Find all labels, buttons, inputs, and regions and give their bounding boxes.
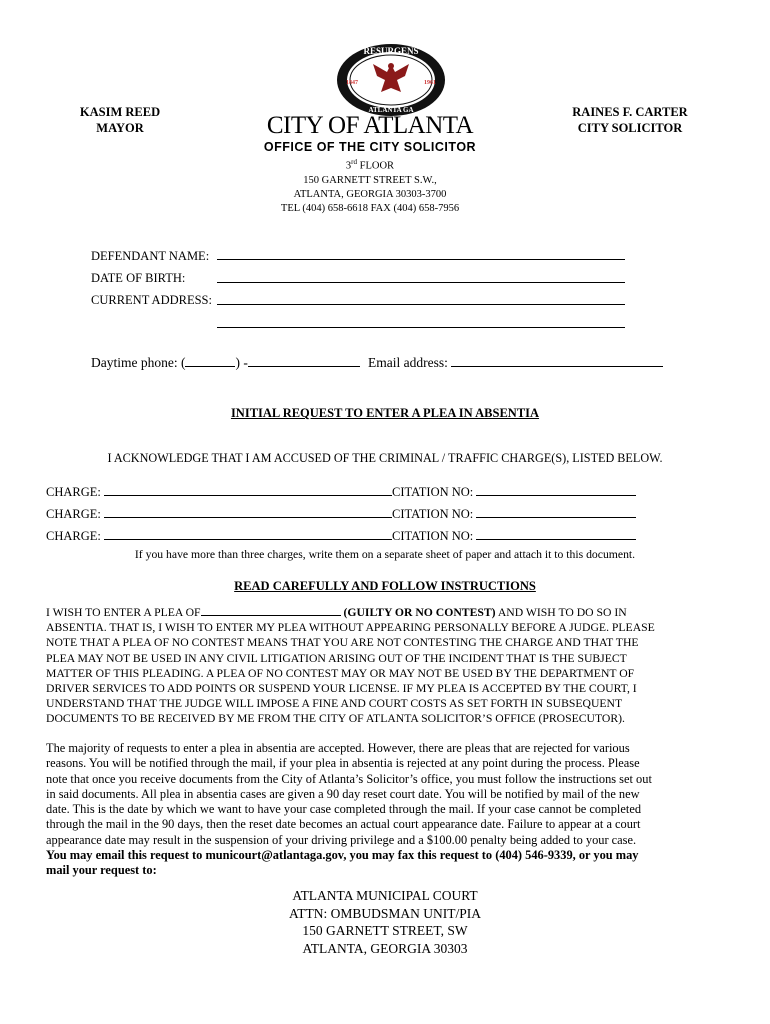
- submit-instructions-line: mail your request to:: [46, 863, 157, 878]
- seal-year-left: 1847: [346, 80, 358, 86]
- plea-line: NOTE THAT A PLEA OF NO CONTEST MEANS THAT YOU ARE NOT CONTESTING THE CHARGE AND THAT THE: [46, 636, 639, 650]
- form-title: INITIAL REQUEST TO ENTER A PLEA IN ABSENTIA: [230, 406, 540, 420]
- floor-word: FLOOR: [359, 160, 395, 172]
- citation-label: CITATION NO:: [392, 485, 474, 499]
- address-line-2[interactable]: [217, 327, 625, 328]
- plea-line: DRIVER SERVICES TO ADD POINTS OR SUSPEND YOUR LICENSE. IF MY PLEA IS ACCEPTED BY THE COURT, I: [46, 682, 637, 696]
- email-row: [368, 355, 663, 371]
- citation-line[interactable]: [476, 495, 636, 496]
- plea-line: DOCUMENTS TO BE RECEIVED BY ME FROM THE CITY OF ATLANTA SOLICITOR’S OFFICE (PROSECUTOR).: [46, 712, 625, 726]
- address-label: CURRENT ADDRESS:: [91, 293, 212, 307]
- tel-fax-line: TEL (404) 658-6618 FAX (404) 658-7956: [280, 202, 460, 214]
- office-title: OFFICE OF THE CITY SOLICITOR: [263, 140, 477, 154]
- defendant-name-line[interactable]: [217, 259, 625, 260]
- address-line: ATTN: OMBUDSMAN UNIT/PIA: [288, 905, 481, 921]
- plea-line: MATTER OF THIS PLEADING. A PLEA OF NO CONTEST MAY OR MAY NOT BE USED BY THE DEPARTMENT OF: [46, 666, 635, 680]
- info-line: through the mail in the 90 days, then the reset date becomes an actual court appearance date. Failure to appear at a court: [46, 817, 641, 832]
- address-line-1[interactable]: [217, 304, 625, 305]
- plea-start: I WISH TO ENTER A PLEA OF: [46, 606, 201, 619]
- mailing-address: [0, 887, 770, 957]
- charge-row: [46, 525, 636, 547]
- office-address: [200, 155, 540, 216]
- mayor-block: [60, 104, 180, 136]
- phone-number-line[interactable]: [248, 366, 360, 367]
- address-line: ATLANTA, GEORGIA 30303: [302, 940, 468, 956]
- charges-list: [46, 481, 636, 547]
- charge-line[interactable]: [104, 517, 392, 518]
- seal-text-top: RESURGENS: [363, 46, 419, 56]
- floor-superscript: rd: [351, 158, 358, 166]
- plea-rest: AND WISH TO DO SO IN: [497, 606, 627, 619]
- floor-number: 3: [345, 160, 352, 172]
- charge-label: CHARGE:: [46, 485, 101, 499]
- phone-row: [91, 355, 360, 371]
- info-line: note that once you receive documents from the City of Atlanta’s Solicitor’s office, you must follow the instructions set out: [46, 771, 652, 786]
- phone-label: Daytime phone: (: [91, 355, 186, 370]
- seal-year-right: 1961: [424, 80, 436, 86]
- solicitor-name: RAINES F. CARTER: [572, 105, 688, 119]
- charge-line[interactable]: [104, 495, 392, 496]
- defendant-name-label: DEFENDANT NAME:: [91, 249, 210, 263]
- plea-options: (GUILTY OR NO CONTEST): [343, 606, 496, 619]
- address-line: 150 GARNETT STREET, SW: [302, 923, 468, 938]
- plea-line: PLEA MAY NOT BE USED IN ANY CIVIL LITIGATION ARISING OUT OF THE INCIDENT THAT IS THE SUBJECT: [46, 651, 627, 665]
- info-line: The majority of requests to enter a plea in absentia are accepted. However, there are pleas that are rejected for various: [46, 741, 630, 755]
- plea-line: ABSENTIA. THAT IS, I WISH TO ENTER MY PLEA WITHOUT APPEARING PERSONALLY BEFORE A JUDGE. PLEASE: [46, 621, 655, 635]
- more-charges-note: If you have more than three charges, write them on a separate sheet of paper and attach it to this document.: [134, 548, 636, 561]
- city-seal-logo: [335, 42, 447, 118]
- charge-label: CHARGE:: [46, 507, 101, 521]
- email-label: Email address:: [368, 355, 448, 370]
- seal-text-bottom: ATLANTA GA: [368, 106, 414, 114]
- plea-paragraph: [46, 605, 746, 727]
- info-line: reasons. You will be notified through the mail, if your plea in absentia is rejected at any point during the process. Please: [46, 756, 640, 771]
- email-line[interactable]: [451, 366, 663, 367]
- charge-row: [46, 481, 636, 503]
- citation-line[interactable]: [476, 539, 636, 540]
- solicitor-title: CITY SOLICITOR: [577, 121, 683, 135]
- charge-line[interactable]: [104, 539, 392, 540]
- charge-row: [46, 503, 636, 525]
- charge-label: CHARGE:: [46, 529, 101, 543]
- address-line: ATLANTA MUNICIPAL COURT: [292, 888, 478, 903]
- phone-separator: ) -: [235, 355, 248, 370]
- city-title: CITY OF ATLANTA: [266, 112, 474, 139]
- dob-line[interactable]: [217, 282, 625, 283]
- info-line: date. This is the date by which we want to have your case completed through the mail. If your case cannot be completed: [46, 802, 642, 817]
- acknowledge-statement: I ACKNOWLEDGE THAT I AM ACCUSED OF THE CRIMINAL / TRAFFIC CHARGE(S), LISTED BELOW.: [107, 451, 663, 465]
- citation-label: CITATION NO:: [392, 529, 474, 543]
- solicitor-block: [560, 104, 700, 136]
- citation-label: CITATION NO:: [392, 507, 474, 521]
- mayor-title: MAYOR: [96, 121, 144, 135]
- area-code-line[interactable]: [185, 366, 235, 367]
- plea-first-line: [46, 605, 746, 620]
- city-state-line: ATLANTA, GEORGIA 30303-3700: [293, 188, 447, 200]
- plea-line: UNDERSTAND THAT THE JUDGE WILL IMPOSE A FINE AND COURT COSTS AS SET FORTH IN SUBSEQUENT: [46, 697, 623, 711]
- info-line: appearance date may result in the suspension of your driving privilege and a $100.00 penalty being added to your case.: [46, 832, 637, 847]
- info-line: in said documents. All plea in absentia cases are given a 90 day reset court date. You will be notified by mail of the new: [46, 786, 640, 801]
- instructions-title: READ CAREFULLY AND FOLLOW INSTRUCTIONS: [234, 579, 536, 593]
- street-line: 150 GARNETT STREET S.W.,: [303, 174, 437, 186]
- submit-instructions-line: You may email this request to municourt@atlantaga.gov, you may fax this request to (404) 546-9339, or you may: [46, 848, 639, 863]
- citation-line[interactable]: [476, 517, 636, 518]
- mayor-name: KASIM REED: [79, 105, 161, 119]
- info-paragraph: [46, 741, 756, 879]
- plea-choice-line[interactable]: [201, 615, 341, 616]
- dob-label: DATE OF BIRTH:: [91, 271, 186, 285]
